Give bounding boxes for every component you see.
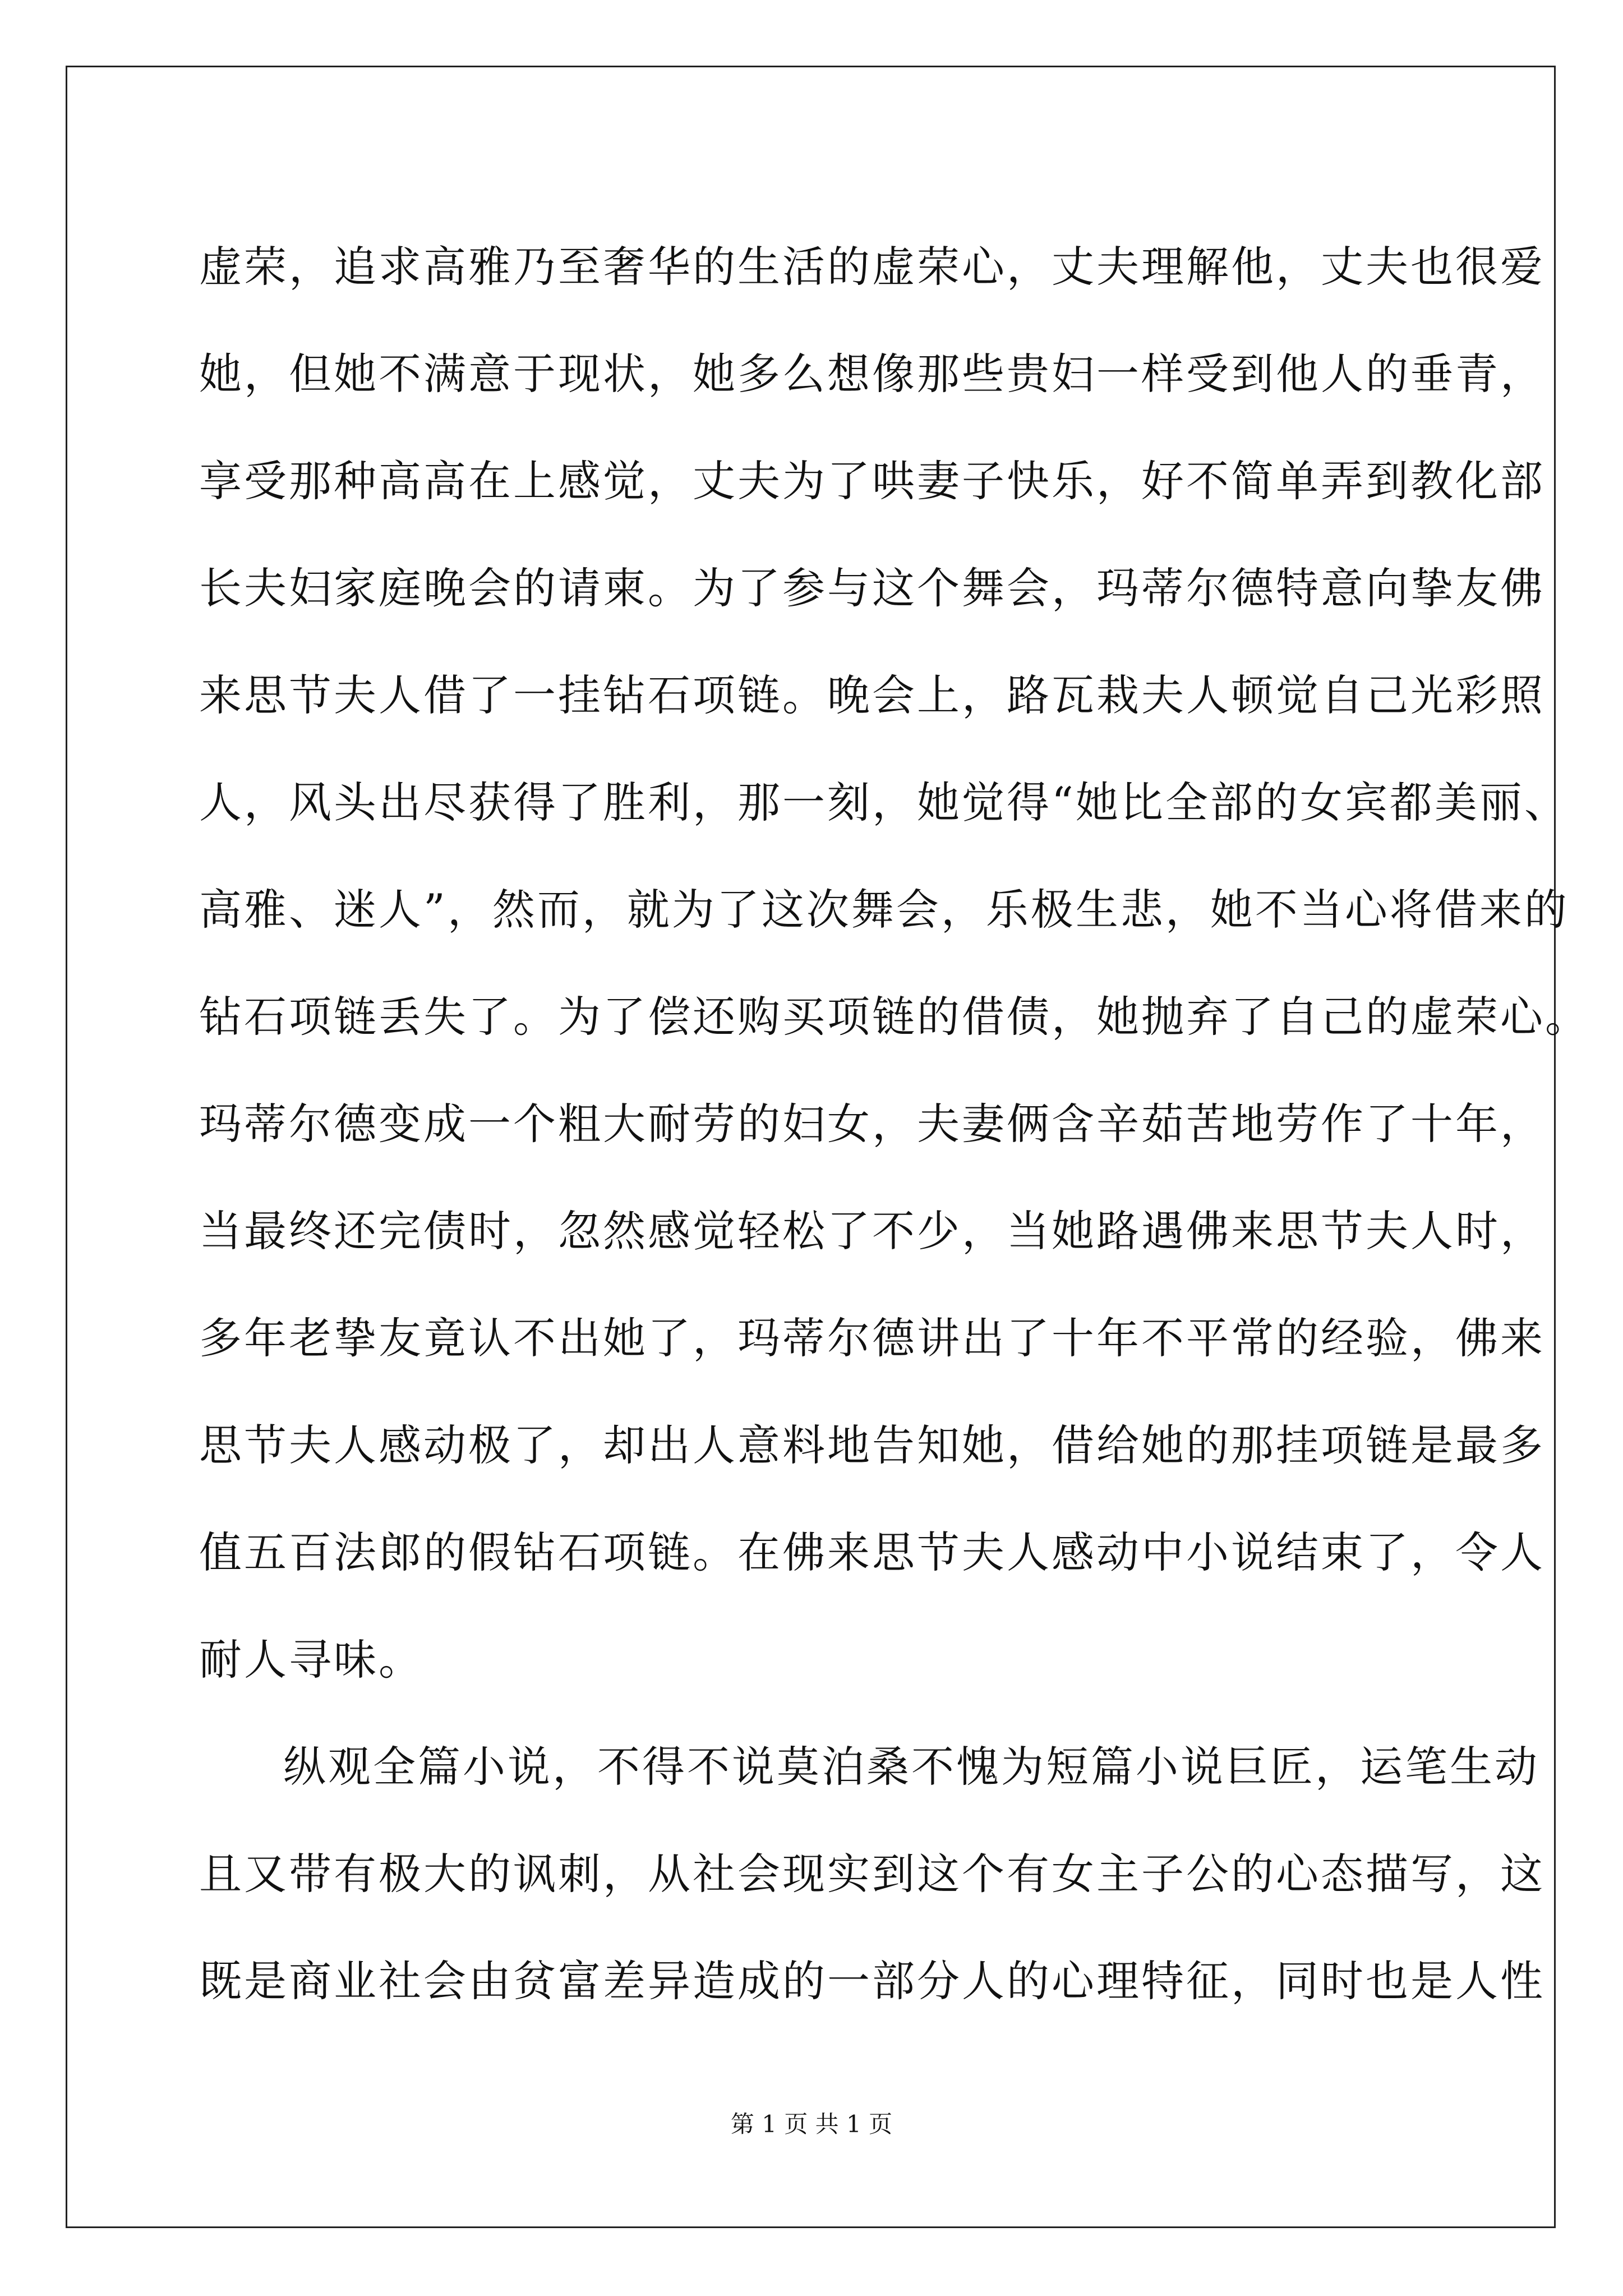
- text-line: 既是商业社会由贫富差异造成的一部分人的心理特征，同时也是人性: [199, 1956, 1545, 2006]
- document-body: [199, 213, 1590, 2035]
- text-line: 享受那种高高在上感觉，丈夫为了哄妻子快乐，好不简单弄到教化部: [199, 456, 1545, 506]
- paragraph-first-line: 纵观全篇小说，不得不说莫泊桑不愧为短篇小说巨匠，运笔生动: [283, 1742, 1539, 1792]
- text-line: 思节夫人感动极了，却出人意料地告知她，借给她的那挂项链是最多: [199, 1420, 1545, 1470]
- text-line: 耐人寻味。: [199, 1635, 423, 1685]
- text-line: 值五百法郎的假钻石项链。在佛来思节夫人感动中小说结束了，令人: [199, 1527, 1545, 1577]
- text-line: 虚荣，追求高雅乃至奢华的生活的虚荣心，丈夫理解他，丈夫也很爱: [199, 242, 1545, 292]
- text-line: 高雅、迷人”，然而，就为了这次舞会，乐极生悲，她不当心将借来的: [199, 885, 1569, 935]
- text-line: 玛蒂尔德变成一个粗大耐劳的妇女，夫妻俩含辛茹苦地劳作了十年，: [199, 1099, 1545, 1149]
- text-line: 当最终还完债时，忽然感觉轻松了不少，当她路遇佛来思节夫人时，: [199, 1206, 1545, 1256]
- page-number-footer: 第 1 页 共 1 页: [730, 2110, 893, 2138]
- text-line: 且又带有极大的讽刺，从社会现实到这个有女主子公的心态描写，这: [199, 1849, 1545, 1899]
- text-line: 人，风头出尽获得了胜利，那一刻，她觉得“她比全部的女宾都美丽、: [199, 777, 1569, 827]
- text-line: 她，但她不满意于现状，她多么想像那些贵妇一样受到他人的垂青，: [199, 349, 1545, 399]
- text-line: 多年老挚友竟认不出她了，玛蒂尔德讲出了十年不平常的经验，佛来: [199, 1313, 1545, 1363]
- text-line: 长夫妇家庭晚会的请柬。为了参与这个舞会，玛蒂尔德特意向挚友佛: [199, 563, 1545, 613]
- text-line: 钻石项链丢失了。为了偿还购买项链的借债，她抛弃了自己的虚荣心。: [199, 992, 1590, 1042]
- text-line: 来思节夫人借了一挂钻石项链。晚会上，路瓦栽夫人顿觉自己光彩照: [199, 670, 1545, 720]
